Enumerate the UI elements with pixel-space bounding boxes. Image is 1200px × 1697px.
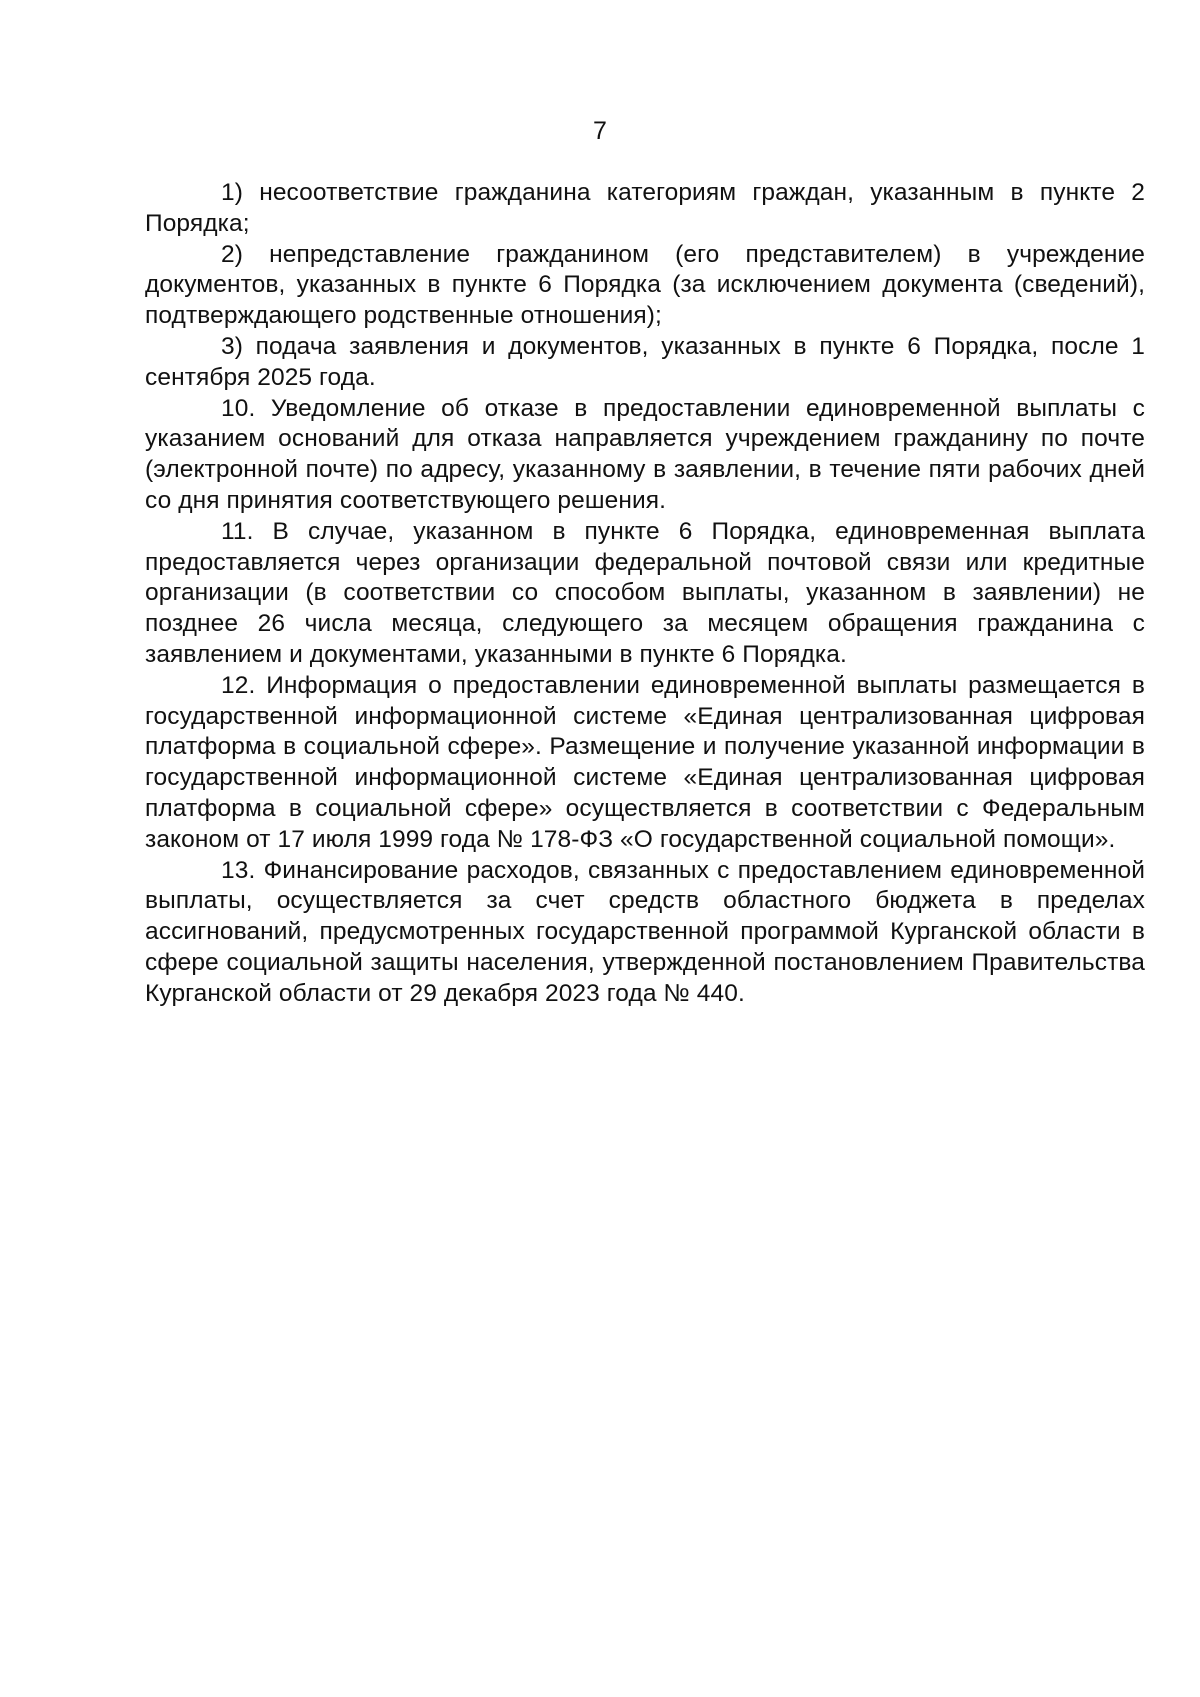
- paragraph-refusal-ground-2: 2) непредставление гражданином (его представителем) в учреждение документов, указанных в пункте 6 Порядка (за исключением документа (сведений), подтверждающего родственные отношения);: [145, 240, 1145, 330]
- paragraph-item-11: 11. В случае, указанном в пункте 6 Порядка, единовременная выплата предоставляется через организации федеральной почтовой связи или кредитные организации (в соответствии со способом выплаты, указанном в заявлении) не позднее 26 числа месяца, следующего за месяцем обращения гражданина с заявлением и документами, указанными в пункте 6 Порядка.: [145, 517, 1145, 668]
- document-body: [145, 178, 1145, 1010]
- page-number: 7: [593, 117, 607, 145]
- paragraph-refusal-ground-3: 3) подача заявления и документов, указанных в пункте 6 Порядка, после 1 сентября 2025 года.: [145, 332, 1145, 391]
- paragraph-item-12: 12. Информация о предоставлении единовременной выплаты размещается в государственной информационной системе «Единая централизованная цифровая платформа в социальной сфере». Размещение и получение указанной информации в государственной информационной системе «Единая централизованная цифровая платформа в социальной сфере» осуществляется в соответствии с Федеральным законом от 17 июля 1999 года № 178-ФЗ «О государственной социальной помощи».: [145, 671, 1145, 853]
- paragraph-item-13: 13. Финансирование расходов, связанных с предоставлением единовременной выплаты, осуществляется за счет средств областного бюджета в пределах ассигнований, предусмотренных государственной программой Курганской области в сфере социальной защиты населения, утвержденной постановлением Правительства Курганской области от 29 декабря 2023 года № 440.: [145, 856, 1145, 1007]
- paragraph-refusal-ground-1: 1) несоответствие гражданина категориям граждан, указанным в пункте 2 Порядка;: [145, 179, 1145, 237]
- paragraph-item-10: 10. Уведомление об отказе в предоставлении единовременной выплаты с указанием оснований для отказа направляется учреждением гражданину по почте (электронной почте) по адресу, указанному в заявлении, в течение пяти рабочих дней со дня принятия соответствующего решения.: [145, 394, 1145, 514]
